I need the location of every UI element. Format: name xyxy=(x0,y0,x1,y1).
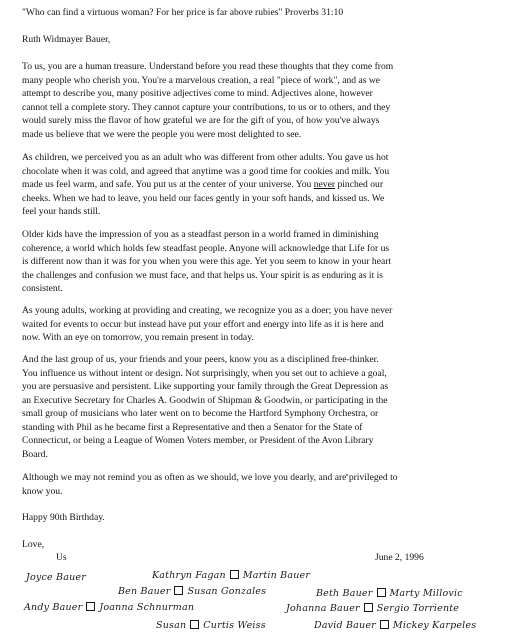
signature-group-4 xyxy=(24,602,194,613)
checkbox-icon xyxy=(230,570,239,579)
signature-group-7 xyxy=(314,620,476,631)
line-text: pinched our xyxy=(335,179,384,190)
paragraph-line: attempt to describe you, many positive adjectives come to mind. Adjectives alone, however xyxy=(22,88,373,99)
paragraph-5 xyxy=(22,353,502,461)
paragraph-line: chocolate when it was cold, and agreed that anytime was a good time for cookies and milk. You xyxy=(22,165,390,177)
paragraph-line-underline xyxy=(22,178,502,192)
signature-kathryn-fagan: Kathryn Fagan xyxy=(152,570,226,581)
signature-sergio-torriente: Sergio Torriente xyxy=(376,603,460,614)
signature-curtis-weiss: Curtis Weiss xyxy=(203,620,266,631)
paragraph-line: Although we may not remind you as often as we should, we love you dearly, and are privileged to xyxy=(22,472,398,483)
paragraph-line: feel your hands still. xyxy=(22,206,101,217)
signature-group-5 xyxy=(286,603,459,614)
underlined-word: never xyxy=(313,179,336,190)
paragraph-line: you are persuasive and persistent. Like supporting your family through the Great Depression as xyxy=(22,381,389,392)
paragraph-line: standing with Phil as he became first a Representative and then a Senator for the State of xyxy=(22,421,363,433)
paragraph-line: made us believe that we were the people you were most delighted to see. xyxy=(22,128,302,140)
from-us: Us xyxy=(56,552,67,563)
paragraph-4 xyxy=(22,304,502,345)
paragraph-line: Board. xyxy=(22,448,48,460)
paragraph-line: You influence us without intent or design. Not surprisingly, when you set out to achieve a goal, xyxy=(22,367,387,379)
paragraph-line: is different now than it was for you when you were this age. Yet you seem to know in your heart xyxy=(22,256,392,267)
line-text: made us feel warm, and safe. You put us at the center of your universe. You xyxy=(22,179,314,190)
paragraph-2 xyxy=(22,151,502,219)
paragraph-line: know you. xyxy=(22,485,63,497)
paragraph-line: As young adults, working at providing and creating, we recognize you as a doer; you have never xyxy=(22,305,393,316)
signature-group-2 xyxy=(118,586,266,597)
signature-mickey-karpeles: Mickey Karpeles xyxy=(392,620,477,631)
paragraph-line: cheeks. When we had to leave, you held our faces gently in your soft hands, and kissed us. We xyxy=(22,192,385,204)
paragraph-line: To us, you are a human treasure. Understand before you read these thoughts that they come from xyxy=(22,61,394,72)
signature-johanna-bauer: Johanna Bauer xyxy=(286,603,360,614)
checkbox-icon xyxy=(377,588,386,597)
checkbox-icon xyxy=(364,603,373,612)
paragraph-line: Connecticut, or being a League of Women Voters member, or President of the Avon Library xyxy=(22,435,374,446)
signature-group-1 xyxy=(152,570,310,581)
signature-group-6 xyxy=(156,620,266,631)
checkbox-icon xyxy=(86,602,95,611)
paragraph-line: coherence, a world which holds few steadfast people. Anyone will acknowledge that Life for us xyxy=(22,242,390,254)
paragraph-line: small group of musicians who later went on to become the Hartford Symphony Orchestra, or xyxy=(22,408,379,419)
letter-date: June 2, 1996 xyxy=(375,552,424,563)
signature-david-bauer: David Bauer xyxy=(314,620,376,631)
paragraph-1 xyxy=(22,60,502,141)
signature-martin-bauer: Martin Bauer xyxy=(242,570,311,581)
paragraph-6 xyxy=(22,471,502,498)
paragraph-line: the challenges and confusion we must face, and that helps us. Your spirit is as enduring as it is xyxy=(22,269,384,281)
paragraph-line: many people who cherish you. You're a marvelous creation, a real "piece of work", and as we xyxy=(22,74,381,86)
salutation: Ruth Widmayer Bauer, xyxy=(22,34,111,45)
paragraph-line: an Executive Secretary for Charles A. Goodwin of Shipman & Goodwin, or participating in the xyxy=(22,394,388,406)
signature-andy-bauer: Andy Bauer xyxy=(24,602,83,613)
paragraph-line: now. With an eye on tomorrow, you remain present in today. xyxy=(22,332,254,343)
checkbox-icon xyxy=(174,586,183,595)
signature-susan: Susan xyxy=(156,620,187,631)
paragraph-line: cannot tell a complete story. They cannot capture your contributions, to us or to others, and they xyxy=(22,101,391,113)
signature-susan-gonzales: Susan Gonzales xyxy=(187,586,267,597)
signature-joyce-bauer: Joyce Bauer xyxy=(26,572,86,583)
header-quote: "Who can find a virtuous woman? For her price is far above rubies" Proverbs 31:10 xyxy=(22,7,344,18)
paragraph-line: And the last group of us, your friends and your peers, know you as a disciplined free-thinker. xyxy=(22,354,379,365)
paragraph-line: As children, we perceived you as an adult who was different from other adults. You gave us hot xyxy=(22,152,389,163)
signature-joanna-schnurman: Joanna Schnurman xyxy=(99,602,195,613)
paragraph-3 xyxy=(22,228,502,296)
paragraph-line: waited for events to occur but instead have put your effort and energy into life as it is here and xyxy=(22,318,384,330)
signature-ben-bauer: Ben Bauer xyxy=(118,586,171,597)
signature-marty-millovic: Marty Millovic xyxy=(389,588,463,599)
closing: Love, xyxy=(22,539,45,550)
checkbox-icon xyxy=(190,620,199,629)
birthday-line: Happy 90th Birthday. xyxy=(22,512,105,523)
paragraph-line: Older kids have the impression of you as a steadfast person in a world framed in diminishing xyxy=(22,229,379,240)
signature-beth-bauer: Beth Bauer xyxy=(316,588,373,599)
paragraph-line: would surely miss the flavor of how grateful we are for the gift of you, of how you've always xyxy=(22,115,380,126)
checkbox-icon xyxy=(380,620,389,629)
signature-group-3 xyxy=(316,588,463,599)
paragraph-line: consistent. xyxy=(22,283,63,294)
